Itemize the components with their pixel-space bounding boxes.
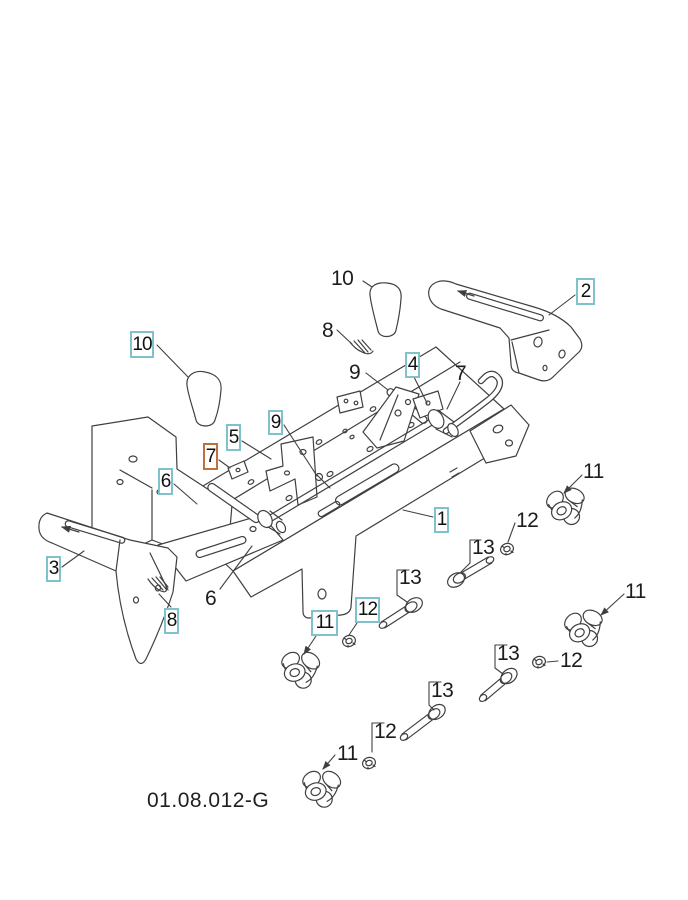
part-star-knob xyxy=(298,766,345,808)
part-hotspot-2[interactable]: 2 xyxy=(576,278,595,305)
part-label-11: 11 xyxy=(337,742,358,765)
part-grip-knob-left xyxy=(187,372,221,426)
part-carriage-bolt xyxy=(399,701,448,741)
part-hotspot-7-active[interactable]: 7 xyxy=(203,443,218,470)
part-hotspot-4[interactable]: 4 xyxy=(405,352,420,378)
part-star-knob xyxy=(542,483,591,528)
part-carriage-bolt xyxy=(378,595,425,630)
part-label-13: 13 xyxy=(399,566,422,589)
part-label-10: 10 xyxy=(331,267,354,290)
part-label-6: 6 xyxy=(205,587,217,610)
drawing-code: 01.08.012-G xyxy=(147,789,270,812)
part-label-13: 13 xyxy=(431,679,454,702)
part-label-11: 11 xyxy=(583,460,604,483)
part-label-12: 12 xyxy=(560,649,583,672)
part-hotspot-12[interactable]: 12 xyxy=(355,597,380,623)
part-label-12: 12 xyxy=(516,509,539,532)
part-hotspot-11[interactable]: 11 xyxy=(311,610,338,636)
part-grip-knob-top xyxy=(370,283,401,337)
part-hotspot-3[interactable]: 3 xyxy=(46,556,61,582)
part-hotspot-5[interactable]: 5 xyxy=(226,424,241,451)
part-label-13: 13 xyxy=(472,536,495,559)
part-star-knob xyxy=(277,647,324,689)
part-label-11: 11 xyxy=(625,580,646,603)
part-hotspot-6[interactable]: 6 xyxy=(158,468,173,495)
part-flange-nut xyxy=(531,655,547,670)
part-flange-nut xyxy=(499,542,515,557)
part-hotspot-1[interactable]: 1 xyxy=(434,507,449,533)
part-spring-clip-top xyxy=(350,340,373,354)
part-star-knob xyxy=(560,605,609,650)
part-label-12: 12 xyxy=(374,720,397,743)
part-hotspot-9[interactable]: 9 xyxy=(268,410,283,435)
part-flange-nut xyxy=(361,756,377,771)
part-label-13: 13 xyxy=(497,642,520,665)
part-label-7: 7 xyxy=(455,362,467,385)
part-label-8: 8 xyxy=(322,319,334,342)
part-hotspot-8[interactable]: 8 xyxy=(164,608,179,634)
part-hotspot-10[interactable]: 10 xyxy=(130,331,154,358)
part-flange-nut xyxy=(341,634,357,649)
part-label-9: 9 xyxy=(349,361,361,384)
